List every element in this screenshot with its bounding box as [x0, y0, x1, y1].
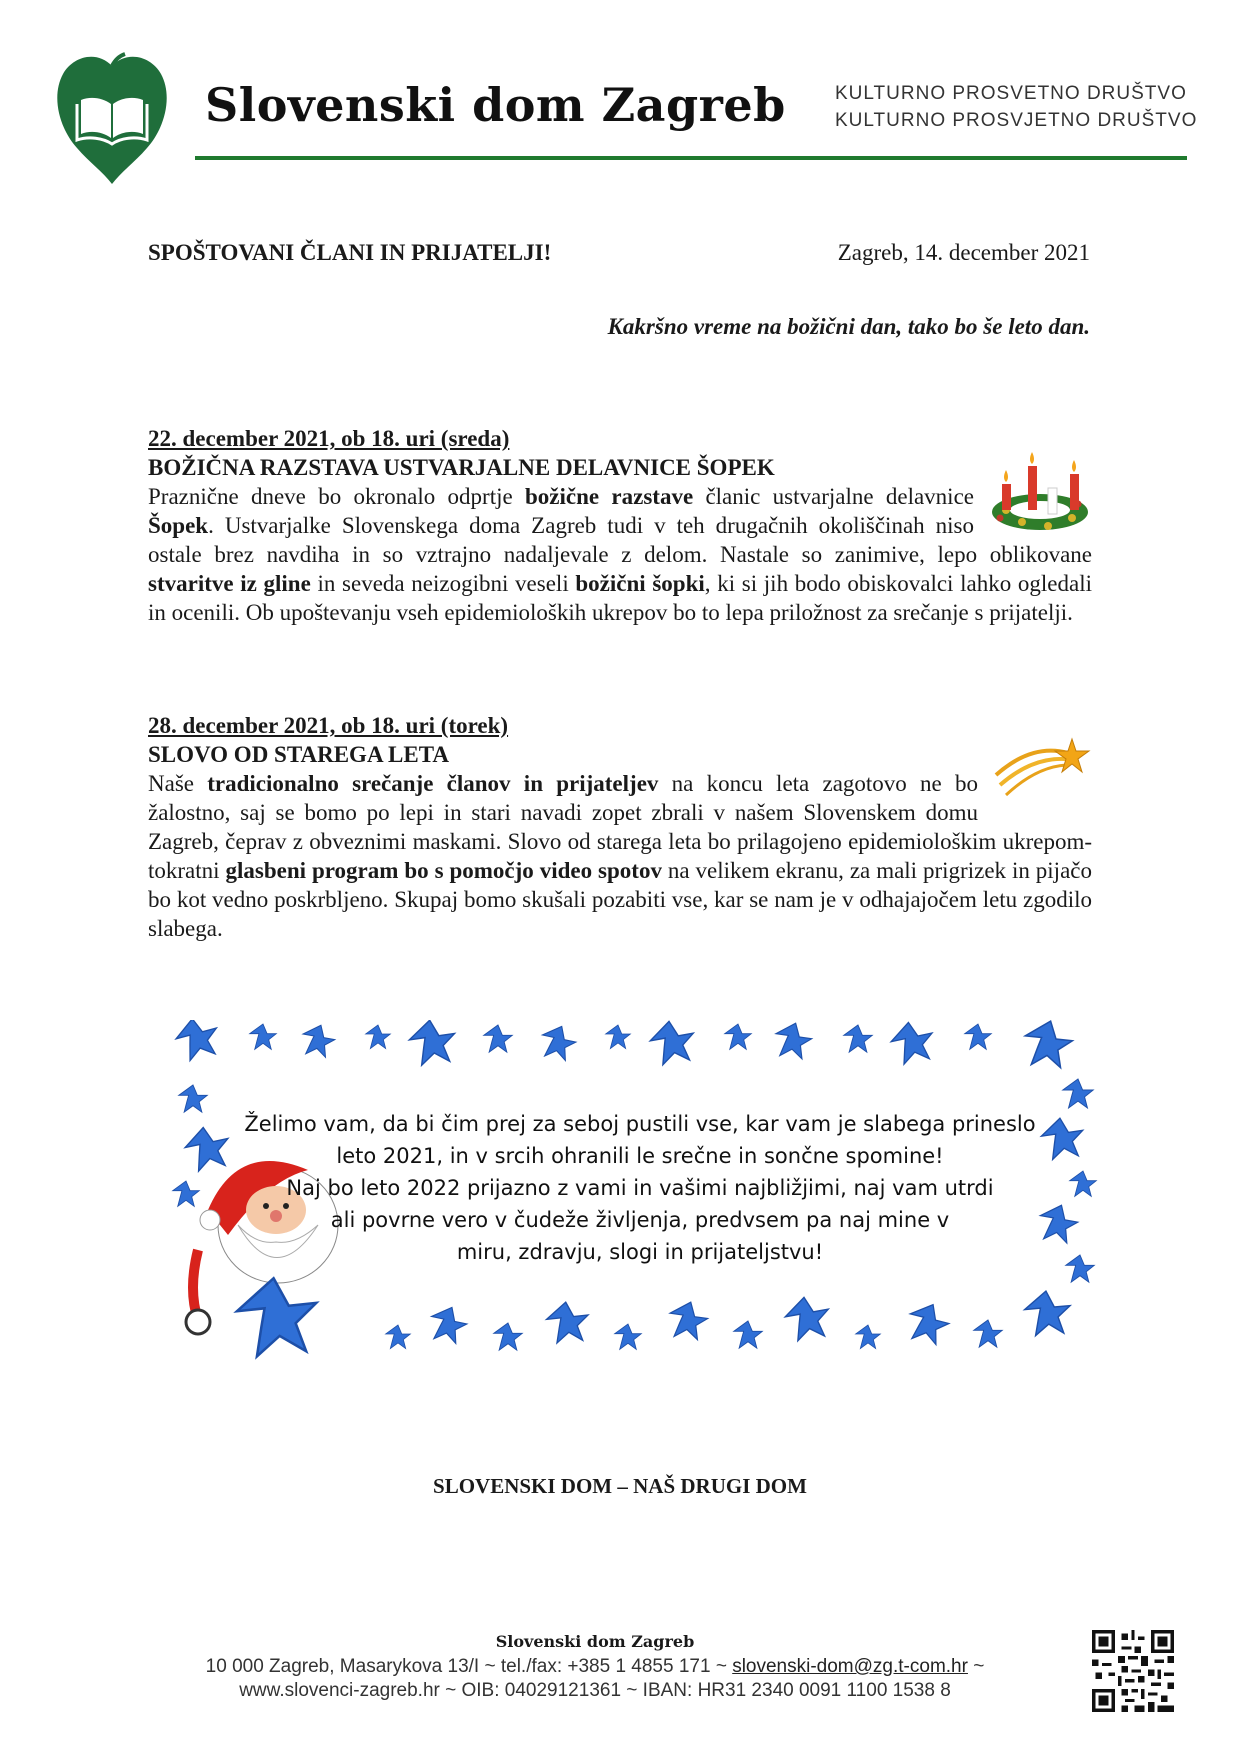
event-description — [148, 482, 1092, 627]
letter-date: Zagreb, 14. december 2021 — [837, 240, 1090, 265]
shooting-star-icon — [992, 735, 1092, 801]
event-text-4: in seveda neizogibni veseli — [310, 571, 576, 596]
motto: SLOVENSKI DOM – NAŠ DRUGI DOM — [433, 1474, 807, 1498]
event-highlight-1: božične razstave — [525, 484, 694, 509]
wish-line: miru, zdravju, slogi in prijateljstvu! — [456, 1240, 824, 1264]
society-type-hr: KULTURNO PROSVJETNO DRUŠTVO — [835, 110, 1198, 131]
event-description — [148, 769, 1092, 943]
footer-org-name: Slovenski dom Zagreb — [495, 1632, 695, 1651]
event-text-1: Naše — [148, 771, 208, 796]
event-highlight-2: Šopek — [148, 513, 209, 538]
event-text-2: članic ustvarjalne delavnice — [693, 484, 974, 509]
holiday-wishes — [230, 1108, 1050, 1268]
advent-wreath-icon — [988, 448, 1092, 534]
event-farewell — [148, 711, 1092, 943]
event-date: 22. december 2021, ob 18. uri (sreda) — [148, 426, 510, 451]
footer-registration — [0, 1680, 1190, 1702]
event-text-1: Praznične dneve bo okronalo odprtje — [148, 484, 526, 509]
leaf-book-logo — [55, 52, 170, 187]
greeting: SPOŠTOVANI ČLANI IN PRIJATELJI! — [148, 240, 552, 265]
wish-line: leto 2021, in v srcih ohranili le srečne in sončne spomine! — [336, 1144, 944, 1168]
event-highlight-3: stvaritve iz gline — [148, 571, 311, 596]
footer-ids: ~ OIB: 04029121361 ~ IBAN: HR31 2340 0091 1100 1538 8 — [439, 1680, 951, 1701]
footer-contact — [0, 1656, 1190, 1678]
qr-code-icon — [1092, 1630, 1174, 1712]
wish-line: ali povrne vero v čudeže življenja, predvsem pa naj mine v — [330, 1208, 950, 1232]
footer-web-link[interactable]: www.slovenci-zagreb.hr — [239, 1680, 440, 1701]
footer-separator: ~ — [967, 1656, 985, 1677]
event-exhibition — [148, 424, 1092, 627]
event-highlight-4: božični šopki — [575, 571, 705, 596]
event-highlight-1: tradicionalno srečanje članov in prijateljev — [207, 771, 659, 796]
event-highlight-2: glasbeni program bo s pomočjo video spotov — [225, 858, 662, 883]
event-text-2: na koncu leta zagotovo ne bo žalostno, saj se bomo po lepi in stari navadi zopet zbrali v našem Slovenskem domu Zagreb, čeprav z obveznimi maskami. Slovo od starega leta bo prilagojeno epidemiološkim ukrepom-tokratni — [148, 771, 1092, 883]
wish-line: Želimo vam, da bi čim prej za seboj pustili vse, kar vam je slabega prineslo — [244, 1112, 1036, 1136]
header-divider — [195, 156, 1187, 160]
proverb: Kakršno vreme na božični dan, tako bo še leto dan. — [607, 314, 1090, 339]
event-title: SLOVO OD STAREGA LETA — [148, 742, 449, 767]
event-text-3: na velikem ekranu, za mali prigrizek in pijačo bo kot vedno poskrbljeno. Skupaj bomo skušali pozabiti vse, kar se nam je v odhajajočem letu zgodilo slabega. — [148, 858, 1092, 941]
footer-address: 10 000 Zagreb, Masarykova 13/I ~ tel./fax: +385 1 4855 171 ~ — [205, 1656, 733, 1677]
footer-email-link[interactable]: slovenski-dom@zg.t-com.hr — [732, 1656, 968, 1677]
event-date: 28. december 2021, ob 18. uri (torek) — [148, 713, 509, 738]
event-title: BOŽIČNA RAZSTAVA USTVARJALNE DELAVNICE ŠOPEK — [148, 455, 775, 480]
wish-line: Naj bo leto 2022 prijazno z vami in vašimi najbližjimi, naj vam utrdi — [286, 1176, 994, 1200]
society-type — [835, 80, 1197, 134]
event-text-3: . Ustvarjalke Slovenskega doma Zagreb tudi v teh drugačnih okoliščinah niso ostale brez navdiha in so vztrajno nadaljevale z delom. Nastale so zanimive, lepo oblikovane — [148, 513, 1092, 567]
organization-name: Slovenski dom Zagreb — [205, 78, 786, 132]
event-text-5: , ki si jih bodo obiskovalci lahko ogledali in ocenili. Ob upoštevanju vseh epidemioloških ukrepov bo to lepa priložnost za srečanje s prijatelji. — [148, 571, 1092, 625]
society-type-sl: KULTURNO PROSVETNO DRUŠTVO — [835, 83, 1187, 104]
